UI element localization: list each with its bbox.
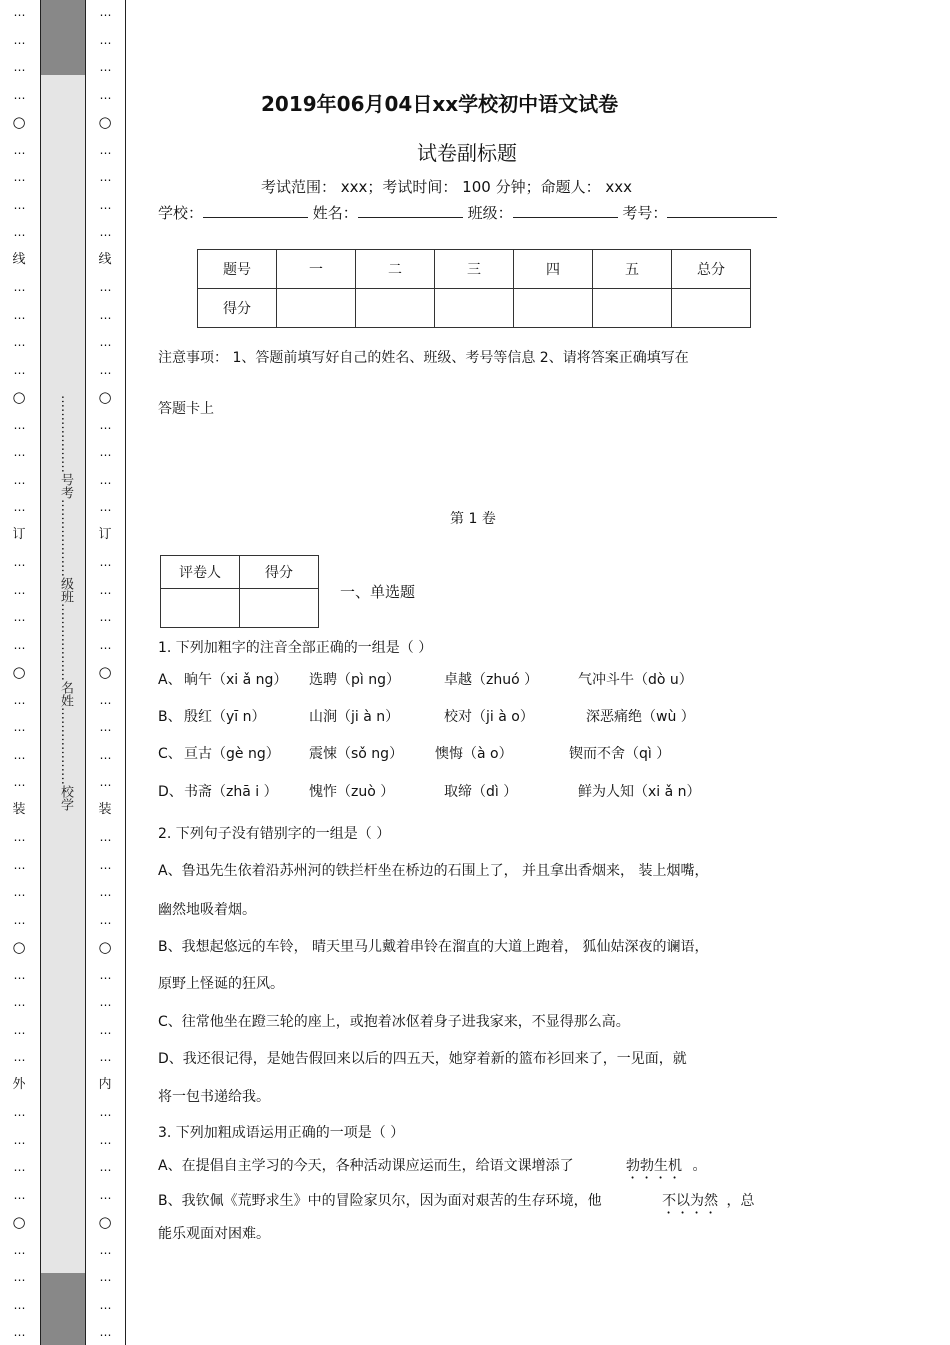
margin-dot-mark: …	[13, 335, 25, 349]
grader-cell: 得分	[240, 556, 319, 589]
margin-dot-mark: …	[13, 417, 25, 432]
margin-dot-mark: …	[99, 1050, 111, 1064]
margin-dot-mark: …	[99, 1187, 111, 1202]
q2-option-c: C、往常他坐在蹬三轮的座上，或抱着冰伛着身子进我家来，不显得那么高。	[158, 1014, 630, 1030]
margin-dot-mark: …	[13, 1132, 25, 1147]
grader-cell[interactable]	[161, 589, 240, 628]
margin-dot-mark: …	[13, 1270, 25, 1284]
margin-circle-mark: ○	[12, 388, 26, 406]
q3-option-a	[158, 1155, 706, 1182]
grader-header-row	[161, 556, 319, 589]
score-cell[interactable]	[435, 289, 514, 328]
grader-cell: 评卷人	[161, 556, 240, 589]
school-label: 学校：	[158, 204, 204, 222]
margin-dot-mark: …	[13, 1022, 25, 1037]
margin-dot-mark: …	[99, 32, 111, 47]
grader-cell[interactable]	[240, 589, 319, 628]
option-item: 深恶痛绝（wù ）	[586, 709, 695, 725]
option-item: 锲而不舍（qì ）	[569, 746, 671, 762]
number-label: 考号：	[622, 204, 668, 222]
margin-zhuang-label: 装	[12, 801, 26, 817]
margin-dot-mark: …	[13, 830, 25, 844]
grader-blank-row	[161, 589, 319, 628]
option-label: C、	[158, 746, 182, 762]
margin-line-mid	[85, 0, 86, 1345]
score-cell: 总分	[672, 250, 751, 289]
score-table-header-row	[198, 250, 751, 289]
name-label: 姓名：	[312, 204, 358, 222]
margin-dot-mark: …	[13, 307, 25, 322]
margin-circle-mark: ○	[12, 938, 26, 956]
margin-dot-mark: …	[13, 142, 25, 157]
margin-dot-mark: …	[13, 1242, 25, 1257]
margin-ding-label: 订	[98, 526, 112, 542]
margin-dot-mark: …	[13, 720, 25, 734]
option-label: D、	[158, 784, 183, 800]
margin-dot-mark: …	[99, 417, 111, 432]
score-table-score-row	[198, 289, 751, 328]
class-blank[interactable]	[513, 203, 618, 218]
volume-label: 第 1 卷	[450, 511, 496, 527]
margin-dot-mark: …	[99, 1160, 111, 1174]
margin-circle-mark: ○	[98, 113, 112, 131]
margin-dot-mark: …	[13, 582, 25, 597]
margin-dot-mark: …	[13, 87, 25, 102]
q3-option-b-line2: 能乐观面对困难。	[158, 1226, 270, 1242]
margin-circle-mark: ○	[98, 938, 112, 956]
margin-gray-top	[41, 0, 85, 75]
grader-table	[160, 555, 319, 628]
margin-dot-mark: …	[99, 87, 111, 102]
score-table	[197, 249, 751, 328]
margin-dot-mark: …	[13, 885, 25, 899]
margin-ding-label: 订	[12, 526, 26, 542]
option-item: 气冲斗牛（dò u）	[578, 672, 693, 688]
margin-dot-mark: …	[13, 445, 25, 459]
margin-dot-mark: …	[99, 1022, 111, 1037]
student-info-row	[158, 202, 777, 223]
q3-stem: 3. 下列加粗成语运用正确的一项是（ ）	[158, 1125, 405, 1141]
margin-xian-label: 线	[98, 251, 112, 267]
score-cell[interactable]	[593, 289, 672, 328]
margin-dot-mark: …	[99, 197, 111, 212]
margin-outer-column	[4, 0, 34, 1345]
margin-dot-mark: …	[13, 857, 25, 872]
emphasized-idiom: 勃勃生机	[626, 1158, 683, 1174]
score-cell[interactable]	[356, 289, 435, 328]
margin-inner-column	[90, 0, 120, 1345]
score-cell: 三	[435, 250, 514, 289]
margin-dot-mark: …	[13, 225, 25, 239]
option-item: 愧怍（zuò ）	[309, 784, 395, 800]
margin-dot-mark: …	[13, 775, 25, 789]
margin-dot-mark: …	[99, 1105, 111, 1119]
margin-dot-mark: …	[13, 500, 25, 514]
margin-dot-mark: …	[99, 5, 111, 19]
exam-subtitle: 试卷副标题	[417, 141, 517, 165]
margin-dot-mark: …	[99, 720, 111, 734]
class-label: 班级：	[467, 204, 513, 222]
margin-dot-mark: …	[13, 32, 25, 47]
margin-dot-mark: …	[13, 1325, 25, 1339]
score-cell[interactable]	[277, 289, 356, 328]
margin-dot-mark: …	[99, 335, 111, 349]
option-item: 晌午（xi ǎ ng）	[184, 672, 288, 688]
score-cell: 一	[277, 250, 356, 289]
exam-title: 2019年06月04日xx学校初中语文试卷	[261, 92, 619, 116]
score-cell[interactable]	[672, 289, 751, 328]
margin-dot-mark: …	[99, 995, 111, 1009]
margin-dot-mark: …	[99, 885, 111, 899]
name-blank[interactable]	[358, 203, 463, 218]
option-item: 选聘（pì ng）	[309, 672, 400, 688]
margin-circle-mark: ○	[98, 1213, 112, 1231]
margin-dot-mark: …	[99, 747, 111, 762]
margin-dot-mark: …	[13, 362, 25, 377]
option-text: B、我钦佩《荒野求生》中的冒险家贝尔，因为面对艰苦的生存环境，他	[158, 1193, 602, 1209]
margin-dot-mark: …	[99, 142, 111, 157]
margin-dot-mark: …	[99, 362, 111, 377]
margin-dot-mark: …	[99, 857, 111, 872]
margin-dot-mark: …	[13, 280, 25, 294]
option-item: 懊悔（à o）	[435, 746, 513, 762]
number-blank[interactable]	[667, 203, 777, 218]
score-cell: 题号	[198, 250, 277, 289]
margin-dot-mark: …	[99, 1325, 111, 1339]
option-text: A、在提倡自主学习的今天，各种活动课应运而生，给语文课增添了	[158, 1158, 574, 1174]
margin-dot-mark: …	[99, 307, 111, 322]
score-cell: 五	[593, 250, 672, 289]
margin-dot-mark: …	[99, 1132, 111, 1147]
option-item: 鲜为人知（xi ǎ n）	[578, 784, 701, 800]
margin-dot-mark: …	[13, 5, 25, 19]
margin-dot-mark: …	[13, 472, 25, 487]
option-label: A、	[158, 672, 182, 688]
q2-option-d-line2: 将一包书递给我。	[158, 1089, 270, 1105]
margin-dot-mark: …	[13, 637, 25, 652]
margin-student-info-vertical: ………………号考………………级班………………名姓………………校学	[58, 395, 73, 811]
margin-dot-mark: …	[13, 1187, 25, 1202]
margin-dot-mark: …	[99, 582, 111, 597]
margin-dot-mark: …	[99, 830, 111, 844]
margin-circle-mark: ○	[98, 663, 112, 681]
margin-dot-mark: …	[13, 967, 25, 982]
margin-xian-label: 线	[12, 251, 26, 267]
emphasized-idiom: 不以为然	[662, 1193, 719, 1209]
margin-circle-mark: ○	[12, 1213, 26, 1231]
exam-info: 考试范围： xxx；考试时间： 100 分钟；命题人： xxx	[261, 178, 632, 196]
margin-dot-mark: …	[13, 1050, 25, 1064]
margin-dot-mark: …	[99, 637, 111, 652]
margin-circle-mark: ○	[12, 663, 26, 681]
option-item: 取缔（dì ）	[444, 784, 518, 800]
q3-option-b-line1	[158, 1190, 755, 1217]
option-text: 。	[692, 1158, 707, 1174]
margin-dot-mark: …	[13, 995, 25, 1009]
margin-dot-mark: …	[13, 747, 25, 762]
q2-option-a-line2: 幽然地吸着烟。	[158, 902, 256, 918]
margin-dot-mark: …	[99, 472, 111, 487]
margin-dot-mark: …	[99, 445, 111, 459]
margin-dot-mark: …	[13, 610, 25, 624]
margin-dot-mark: …	[13, 1297, 25, 1312]
option-label: B、	[158, 709, 182, 725]
option-item: 亘古（gè ng）	[184, 746, 280, 762]
margin-dot-mark: …	[13, 912, 25, 927]
margin-dot-mark: …	[99, 967, 111, 982]
margin-dot-mark: …	[99, 1242, 111, 1257]
margin-dot-mark: …	[13, 555, 25, 569]
option-text: ，总	[726, 1193, 755, 1209]
margin-dot-mark: …	[99, 1297, 111, 1312]
margin-dot-mark: …	[13, 692, 25, 707]
margin-dot-mark: …	[99, 555, 111, 569]
margin-dot-mark: …	[99, 225, 111, 239]
option-item: 山涧（ji à n）	[309, 709, 400, 725]
margin-dot-mark: …	[99, 60, 111, 74]
school-blank[interactable]	[203, 203, 308, 218]
margin-dot-mark: …	[13, 170, 25, 184]
margin-dot-mark: …	[99, 1270, 111, 1284]
score-cell: 二	[356, 250, 435, 289]
option-item: 卓越（zhuó ）	[444, 672, 539, 688]
margin-dot-mark: …	[99, 912, 111, 927]
section-heading: 一、单选题	[340, 583, 416, 601]
margin-dot-mark: …	[99, 280, 111, 294]
margin-circle-mark: ○	[98, 388, 112, 406]
option-item: 殷红（yī n）	[184, 709, 266, 725]
margin-dot-mark: …	[13, 60, 25, 74]
score-cell[interactable]	[514, 289, 593, 328]
margin-dot-mark: …	[13, 1160, 25, 1174]
margin-nei-label: 内	[98, 1076, 112, 1092]
margin-dot-mark: …	[99, 500, 111, 514]
margin-wai-label: 外	[12, 1076, 26, 1092]
margin-dot-mark: …	[99, 775, 111, 789]
margin-dot-mark: …	[99, 692, 111, 707]
notes-line-1: 注意事项： 1、答题前填写好自己的姓名、班级、考号等信息 2、请将答案正确填写在	[158, 350, 689, 366]
margin-dot-mark: …	[99, 170, 111, 184]
margin-gray-bottom	[41, 1273, 85, 1345]
option-item: 书斋（zhā i ）	[184, 784, 278, 800]
q2-option-d-line1: D、我还很记得，是她告假回来以后的四五天，她穿着新的篮布衫回来了，一见面，就	[158, 1051, 687, 1067]
option-item: 震悚（sǒ ng）	[309, 746, 404, 762]
q2-option-a-line1: A、鲁迅先生依着沿苏州河的铁拦杆坐在桥边的石围上了， 并且拿出香烟来， 装上烟嘴，	[158, 863, 709, 879]
margin-dot-mark: …	[13, 1105, 25, 1119]
option-item: 校对（ji à o）	[444, 709, 534, 725]
margin-line-right	[125, 0, 126, 1345]
score-cell: 得分	[198, 289, 277, 328]
notes-line-2: 答题卡上	[158, 401, 214, 417]
q1-stem: 1. 下列加粗字的注音全部正确的一组是（ ）	[158, 640, 433, 656]
margin-dot-mark: …	[99, 610, 111, 624]
q2-option-b-line2: 原野上怪诞的狂风。	[158, 976, 284, 992]
q2-stem: 2. 下列句子没有错别字的一组是（ ）	[158, 826, 391, 842]
margin-dot-mark: …	[13, 197, 25, 212]
margin-circle-mark: ○	[12, 113, 26, 131]
q2-option-b-line1: B、我想起悠远的车铃， 晴天里马儿戴着串铃在溜直的大道上跑着， 狐仙姑深夜的谰语，	[158, 939, 709, 955]
margin-zhuang-label: 装	[98, 801, 112, 817]
score-cell: 四	[514, 250, 593, 289]
